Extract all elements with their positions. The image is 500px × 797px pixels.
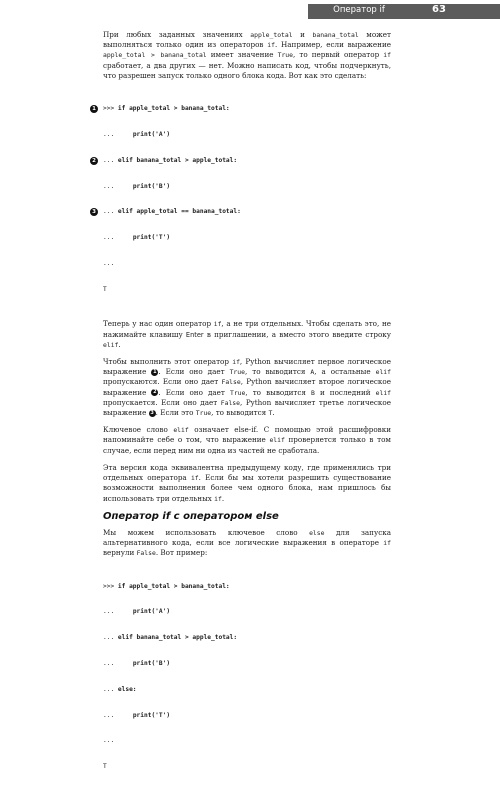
code-line: ... print('B') (103, 660, 171, 668)
header-bar (308, 4, 500, 19)
code-line: 3 ... elif apple_total == banana_total: (103, 208, 391, 217)
callout-marker: 2 (90, 157, 98, 165)
enter-key: Enter (185, 330, 204, 339)
paragraph-3: Чтобы выполнить этот оператор if, Python вычисляет первое логическое выражение 1 . Если оно дает True, то выводится A, а остальные elif пропускаются. Если оно дает False, Python вычисляет второе логическое выражение 2 . Если оно дает True, то выводится B и последний elif пропускается. Если оно дает False, Python вычисляет третье логическое выражение 3 . Если это True, то выводится T. (103, 357, 392, 418)
paragraph-2: Теперь у нас один оператор if, а не три отдельных. Чтобы сделать это, не нажимайте клавишу Enter в приглашении, а вместо этого введите строку elif. (103, 319, 391, 349)
callout-marker: 3 (150, 409, 154, 416)
code-line: 1 >>> if apple_total > banana_total: (103, 105, 391, 114)
code-line: T (103, 285, 107, 293)
code-line: ... print('A') (103, 608, 171, 616)
callout-marker: 3 (90, 208, 98, 216)
code-line: >>> if apple_total > banana_total: (103, 582, 230, 590)
paragraph-4: Ключевое слово elif означает else-if. С помощью этой расшифровки напоминайте себе о том, что выражение elif проверяется только в том случае, если перед ним ни одна из частей не сработала. (103, 425, 392, 455)
page-number: 63 (432, 4, 446, 15)
callout-marker: 1 (153, 368, 157, 375)
callout-marker: 2 (153, 389, 157, 396)
code-block-2 (103, 566, 391, 789)
code-block-1 (92, 88, 391, 311)
code-line: ... else: (103, 685, 137, 693)
code-line: ... print('A') (103, 130, 171, 138)
chapter-title: Оператор if (333, 5, 385, 15)
callout-marker: 1 (90, 105, 98, 113)
page-content (92, 30, 392, 797)
code-line: ... print('B') (103, 182, 171, 190)
code-line: ... (103, 737, 115, 745)
paragraph-5: Эта версия кода эквивалентна предыдущему коду, где применялись три отдельных оператора if. Если бы мы хотели разрешить существование возможности выполнения более чем одного блока, нам пришлось бы использовать три отдельных if. (103, 462, 392, 503)
code-line: ... (103, 259, 115, 267)
page-header (0, 0, 500, 22)
code-line: ... elif banana_total > apple_total: (103, 634, 238, 642)
code-line: ... print('T') (103, 711, 171, 719)
code-line: T (103, 763, 107, 771)
code-line: ... print('T') (103, 234, 171, 242)
code-line: 2 ... elif banana_total > apple_total: (103, 157, 391, 166)
paragraph-1: При любых заданных значениях apple_total и banana_total может выполняться только один из операторов if. Например, если выражение apple_total > banana_total имеет значение True, то первый оператор if сработает, а два других — нет. Можно написать код, чтобы подчеркнуть, что разрешен запуск только одного блока кода. Вот как это сделать: (103, 30, 391, 80)
section-heading: Оператор if с оператором else (103, 510, 279, 522)
paragraph-6: Мы можем использовать ключевое слово else для запуска альтернативного кода, если все логические выражения в операторе if вернули False. Вот пример: (103, 527, 391, 558)
